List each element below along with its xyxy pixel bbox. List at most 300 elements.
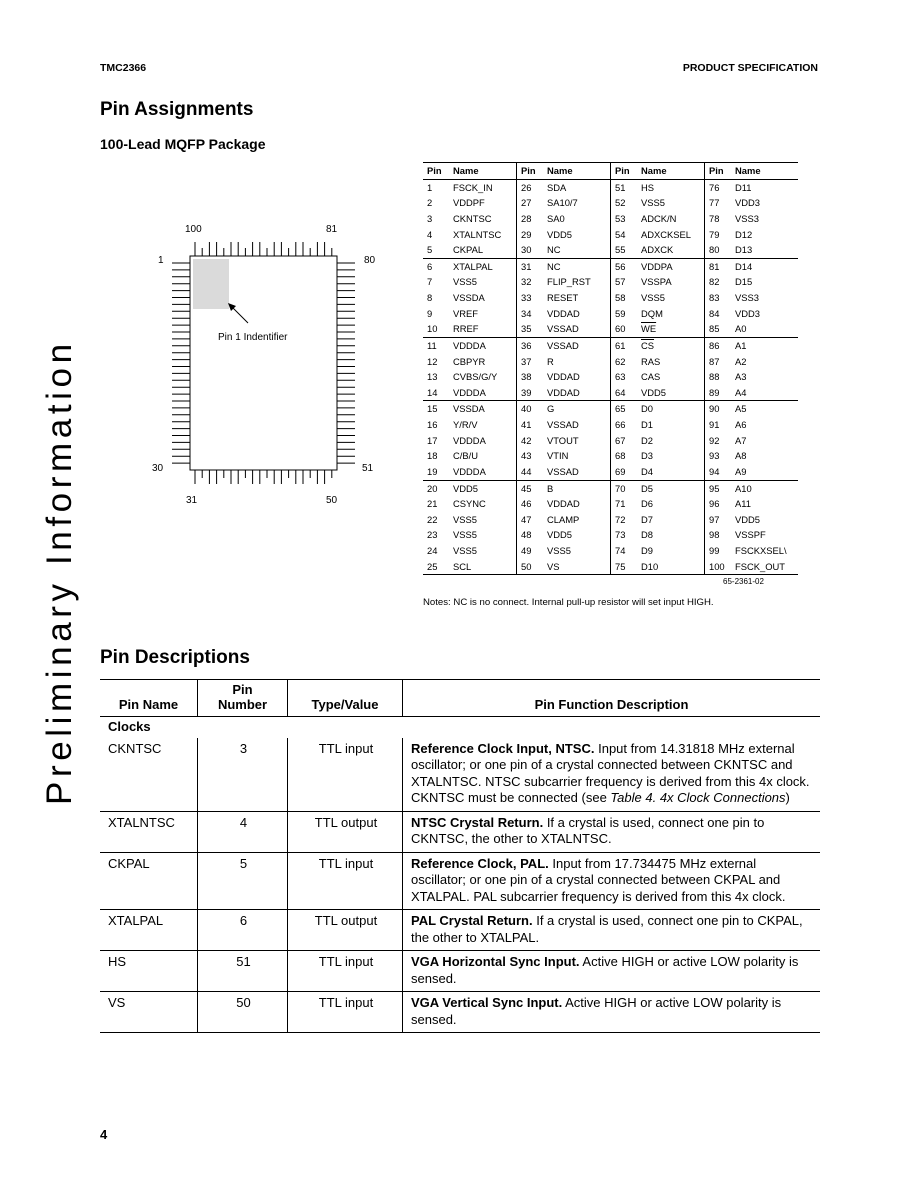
pin-name-cell: VDDPF <box>449 195 517 211</box>
header-doc-id: TMC2366 <box>100 62 147 74</box>
pin-table-row <box>423 211 798 227</box>
pin-number-cell: 78 <box>709 212 720 224</box>
pin-number-cell: 40 <box>521 403 532 415</box>
function-title: PAL Crystal Return. <box>411 913 533 928</box>
figure-code: 65-2361-02 <box>723 577 764 586</box>
pin-number-cell: 70 <box>615 482 626 494</box>
pin-table-row <box>423 195 798 211</box>
pin-label-80: 80 <box>364 255 376 266</box>
pin-name-cell: FLIP_RST <box>543 274 611 290</box>
pin-name-cell: D10 <box>637 559 705 575</box>
pin-name-cell: A5 <box>735 403 747 415</box>
pin-label-30: 30 <box>152 463 164 474</box>
pin-number-cell: 10 <box>423 321 449 337</box>
header-cell: Name <box>543 163 611 180</box>
pin-name-cell: XTALNTSC <box>100 811 198 852</box>
pin-number-cell: 27 <box>521 197 532 209</box>
pin-number-cell: 91 <box>709 419 720 430</box>
header-pin-number <box>198 680 288 717</box>
pin-table-row <box>423 464 798 480</box>
pin-name-cell: VSS5 <box>449 512 517 528</box>
function-title: Reference Clock, PAL. <box>411 855 549 871</box>
header-pin-name: Pin Name <box>100 680 198 717</box>
page-number: 4 <box>100 1127 108 1142</box>
pin-name-cell: VSSAD <box>543 321 611 337</box>
pin-table-row <box>423 274 798 290</box>
pin-number-cell: 23 <box>427 529 438 541</box>
header-pin-number-line2: Number <box>217 697 268 712</box>
package-diagram <box>140 215 390 515</box>
pin-table-row <box>423 306 798 322</box>
pin-name-cell: VSS5 <box>449 543 517 559</box>
pin-name-cell: D12 <box>735 228 753 240</box>
pin-table-row <box>423 496 798 512</box>
pin-table-row <box>423 417 798 433</box>
pin-number-cell: 98 <box>709 529 720 541</box>
pin-number-cell: 76 <box>709 181 720 193</box>
pin-number-cell: 59 <box>615 307 626 319</box>
pin-name-cell: VDDDA <box>449 337 517 353</box>
pin-name-cell: VDD5 <box>543 227 611 243</box>
pin-name-cell: G <box>543 401 611 417</box>
pin-number-cell: 5 <box>423 242 449 258</box>
pin-number-cell: 94 <box>705 464 732 480</box>
pin-label-81: 81 <box>326 224 338 235</box>
header-cell: Name <box>637 163 705 180</box>
pin-number-cell: 24 <box>427 545 438 556</box>
pin-name-cell: SDA <box>543 179 611 195</box>
pin-name-cell: VDD5 <box>449 480 517 496</box>
pin-name-cell: A2 <box>735 355 747 367</box>
type-cell: TTL input <box>288 852 403 910</box>
pin-number-cell: 86 <box>709 339 720 351</box>
pin-name-cell: CAS <box>637 369 705 385</box>
pin-description-table <box>100 679 820 1033</box>
desc-row-ckpal <box>100 852 820 910</box>
pin-number-cell: 95 <box>709 482 720 494</box>
pin-name-cell: D8 <box>637 527 705 543</box>
function-title: VGA Horizontal Sync Input. <box>411 954 580 969</box>
pin-name-cell: VSSAD <box>543 417 611 433</box>
pin-name-cell: D5 <box>637 480 705 496</box>
pin-name-cell: VTIN <box>543 448 611 464</box>
pin-number-cell: 83 <box>709 292 720 303</box>
pin-number-cell: 14 <box>423 385 449 401</box>
pin-number-cell: 87 <box>709 355 720 367</box>
pin-name-cell: SA10/7 <box>543 195 611 211</box>
pin-number-cell: 2 <box>427 197 433 209</box>
pin-number-cell: 4 <box>427 228 433 240</box>
pin-table-row <box>423 290 798 306</box>
pin-number-cell: 51 <box>615 181 626 193</box>
pin-number-cell: 37 <box>521 355 532 367</box>
pin-name-cell: D6 <box>637 496 705 512</box>
pin-name-cell: RREF <box>449 321 517 337</box>
pin-number-cell: 81 <box>709 260 720 272</box>
type-cell: TTL input <box>288 738 403 812</box>
pin-number-cell: 54 <box>615 228 626 240</box>
pin-name-cell: VDDAD <box>543 385 611 401</box>
pin-number-cell: 92 <box>709 434 720 446</box>
pin-name-cell: CKPAL <box>449 242 517 258</box>
pin-table-row <box>423 543 798 559</box>
pin-number-cell: 21 <box>427 498 438 510</box>
pin-table-header <box>423 163 798 180</box>
pin-name-cell: XTALPAL <box>100 910 198 951</box>
pin-number-cell: 30 <box>517 242 544 258</box>
pin-number-cell: 85 <box>705 321 732 337</box>
pin-name-cell: FSCKXSEL\ <box>735 545 787 556</box>
pin-table-row <box>423 448 798 464</box>
pin-name-cell: VSS3 <box>735 292 759 303</box>
function-cell <box>403 738 821 812</box>
pin-number-cell: 74 <box>615 545 626 556</box>
pin-name-cell: RAS <box>637 354 705 370</box>
pin-number-cell: 38 <box>521 371 532 383</box>
pin-number-cell: 19 <box>423 464 449 480</box>
pin-number-cell: 8 <box>427 292 433 303</box>
section-subtitle-package: 100-Lead MQFP Package <box>100 136 266 152</box>
type-cell: TTL input <box>288 951 403 992</box>
pin-number-cell: 50 <box>198 992 288 1033</box>
pin-name-cell: D9 <box>637 543 705 559</box>
pin-name-cell: VREF <box>449 306 517 322</box>
pin-name-cell: A4 <box>731 385 798 401</box>
pin-name-cell: HS <box>100 951 198 992</box>
pin-name-cell: D4 <box>637 464 705 480</box>
pin-name-cell: D15 <box>735 276 753 288</box>
pin-number-cell: 44 <box>517 464 544 480</box>
pin-name-cell: A7 <box>735 434 747 446</box>
pin-table-row <box>423 401 798 417</box>
pin-name-cell: VSS5 <box>449 274 517 290</box>
pin-number-cell: 6 <box>198 910 288 951</box>
pin-name-cell: VDD5 <box>637 385 705 401</box>
pin-number-cell: 16 <box>427 419 438 430</box>
pin-name-cell: D13 <box>731 242 798 258</box>
pin-number-cell: 73 <box>615 529 626 541</box>
function-tail: ) <box>785 790 790 805</box>
pin-label-1: 1 <box>158 255 164 266</box>
pin-name-cell: D1 <box>637 417 705 433</box>
pin-number-cell: 97 <box>709 513 720 525</box>
header-function: Pin Function Description <box>403 680 821 717</box>
pin-number-cell: 72 <box>615 513 626 525</box>
pin-number-cell: 20 <box>427 482 438 494</box>
pin-number-cell: 51 <box>198 951 288 992</box>
pin-name-cell: VS <box>543 559 611 575</box>
pin-name-cell: VSS3 <box>735 212 759 224</box>
pin-number-cell: 96 <box>709 498 720 510</box>
pin-number-cell: 99 <box>709 545 720 556</box>
pin-number-cell: 77 <box>709 197 720 209</box>
pin-name-cell: A10 <box>735 482 752 494</box>
pin-number-cell: 32 <box>521 276 532 288</box>
desc-row-vs <box>100 992 820 1033</box>
pin-name-cell: A9 <box>731 464 798 480</box>
pin-number-cell: 90 <box>709 403 720 415</box>
pin-name-cell: VSSAD <box>543 337 611 353</box>
pin-name-cell: ADXCKSEL <box>637 227 705 243</box>
pin-name-cell: CLAMP <box>543 512 611 528</box>
pin-name-cell: D3 <box>637 448 705 464</box>
pin-number-cell: 68 <box>615 450 626 462</box>
function-text: Input from 17.734475 MHz external oscillator; or one pin of a crystal connected between CKPAL and XTALPAL. PAL subcarrier frequency is derived from this 4x clock. <box>411 855 786 904</box>
section-row-clocks <box>100 717 820 738</box>
pin-name-cell: XTALPAL <box>449 258 517 274</box>
pin-label-51: 51 <box>362 463 374 474</box>
pin-table-row <box>423 242 798 258</box>
pin-number-cell: 3 <box>427 212 433 224</box>
pin-number-cell: 25 <box>423 559 449 575</box>
pin-number-cell: 22 <box>427 513 438 525</box>
pin-name-cell: A8 <box>735 450 747 462</box>
pin-name-cell: VSSAD <box>543 464 611 480</box>
pin-table-row <box>423 433 798 449</box>
pin-number-cell: 55 <box>611 242 638 258</box>
pin-name-cell: VDD5 <box>543 527 611 543</box>
pin-number-cell: 57 <box>615 276 626 288</box>
pin-name-cell: R <box>543 354 611 370</box>
pin-name-cell: A6 <box>735 419 747 430</box>
pin-number-cell: 93 <box>709 450 720 462</box>
pin-name-cell: VSS5 <box>449 527 517 543</box>
pin-name-cell: A11 <box>735 498 751 510</box>
pin-name-cell: VSSPF <box>735 529 766 541</box>
package-outline <box>140 215 390 515</box>
pin-number-cell: 67 <box>615 434 626 446</box>
pin-table-notes: Notes: NC is no connect. Internal pull-up resistor will set input HIGH. <box>423 597 714 608</box>
pin-number-cell: 84 <box>709 307 720 319</box>
pin-number-cell: 12 <box>427 355 438 367</box>
pin-number-cell: 3 <box>198 738 288 812</box>
pin-number-cell: 28 <box>521 212 532 224</box>
pin-number-cell: 46 <box>521 498 532 510</box>
pin-number-cell: 52 <box>615 197 626 209</box>
pin-number-cell: 41 <box>521 419 532 430</box>
pin-number-cell: 42 <box>521 434 532 446</box>
pin-name-cell: XTALNTSC <box>449 227 517 243</box>
pin-number-cell: 43 <box>521 450 532 462</box>
function-reference: Table 4. 4x Clock Connections <box>610 790 786 805</box>
pin-name-cell: ADCK/N <box>637 211 705 227</box>
pin-number-cell: 33 <box>521 292 532 303</box>
function-text: Input from 14.31818 MHz external oscillator; or one pin of a crystal connected between CKNTSC and XTALNTSC. NTSC subcarrier frequency is derived from this 4x clock. CKNTSC must be connected (see <box>411 740 810 805</box>
pin-table-row <box>423 369 798 385</box>
pin-number-cell: 31 <box>521 260 532 272</box>
pin-number-cell: 82 <box>709 276 720 288</box>
pin-number-cell: 100 <box>705 559 732 575</box>
pin-number-cell: 48 <box>521 529 532 541</box>
pin-number-cell: 61 <box>615 339 626 351</box>
pin-name-cell: D14 <box>735 260 753 272</box>
pin-number-cell: 56 <box>615 260 626 272</box>
function-text: Active HIGH or active LOW polarity is sensed. <box>411 954 799 986</box>
function-title: Reference Clock Input, NTSC. <box>411 740 595 756</box>
pin-number-cell: 6 <box>427 260 433 272</box>
pin-name-cell: VSSPA <box>637 274 705 290</box>
pin-name-cell: VDD3 <box>735 197 761 209</box>
pin-name-cell: VSSDA <box>449 290 517 306</box>
pin-number-cell: 34 <box>521 307 532 319</box>
pin-number-cell: 49 <box>521 545 532 556</box>
pin-name-cell: $\overline{CS}$ <box>637 337 705 353</box>
pin-number-cell: 1 <box>427 181 433 193</box>
pin-number-cell: 9 <box>427 307 433 319</box>
pin-name-cell: RESET <box>543 290 611 306</box>
pin-table-row <box>423 480 798 496</box>
pin-number-cell: 53 <box>615 212 626 224</box>
pin-name-cell: FSCK_IN <box>449 179 517 195</box>
header-doc-type: PRODUCT SPECIFICATION <box>682 62 818 74</box>
function-title: NTSC Crystal Return. <box>411 814 544 830</box>
pin1-identifier-label: Pin 1 Indentifier <box>218 332 288 343</box>
pin-table-row <box>423 227 798 243</box>
pin-name-cell: VSS5 <box>637 195 705 211</box>
pin-name-cell: D7 <box>637 512 705 528</box>
pin-number-cell: 79 <box>709 228 720 240</box>
pin-number-cell: 4 <box>198 811 288 852</box>
pin-name-cell: C/B/U <box>449 448 517 464</box>
pin-name-cell: CBPYR <box>449 354 517 370</box>
pin-name-cell: VDDDA <box>449 433 517 449</box>
desc-row-xtalntsc <box>100 811 820 852</box>
pin-name-cell: A3 <box>735 371 747 383</box>
desc-row-xtalpal <box>100 910 820 951</box>
pin-name-cell: ADXCK <box>637 242 705 258</box>
header-cell: Pin <box>423 163 449 180</box>
desc-row-ckntsc <box>100 738 820 812</box>
pin-name-cell: HS <box>637 179 705 195</box>
pin-number-cell: 88 <box>709 371 720 383</box>
type-cell: TTL output <box>288 910 403 951</box>
pin-number-cell: 60 <box>611 321 638 337</box>
pin-table-row <box>423 512 798 528</box>
pin-name-cell: NC <box>543 258 611 274</box>
pin-assignment-table <box>423 162 798 575</box>
function-title: VGA Vertical Sync Input. <box>411 995 563 1010</box>
pin-name-cell: VDDAD <box>543 496 611 512</box>
pin-number-cell: 64 <box>611 385 638 401</box>
pin-number-cell: 75 <box>611 559 638 575</box>
pin-name-cell: VSS5 <box>637 290 705 306</box>
pin-number-cell: 35 <box>517 321 544 337</box>
section-title-pin-descriptions: Pin Descriptions <box>100 647 250 668</box>
header-cell: Pin <box>517 163 544 180</box>
pin-name-cell: NC <box>543 242 611 258</box>
function-text: Active HIGH or active LOW polarity is sensed. <box>411 995 782 1027</box>
pin-number-cell: 66 <box>615 419 626 430</box>
pin-number-cell: 26 <box>521 181 532 193</box>
pin-number-cell: 11 <box>427 339 437 351</box>
pin-name-cell: D0 <box>637 401 705 417</box>
pin-name-cell: A1 <box>735 339 747 351</box>
pin-name-cell: D11 <box>735 181 752 193</box>
pin-name-cell: CKNTSC <box>449 211 517 227</box>
pin-number-cell: 45 <box>521 482 532 494</box>
section-label: Clocks <box>108 719 151 734</box>
pin-number-cell: 71 <box>615 498 626 510</box>
pin-name-cell: CSYNC <box>449 496 517 512</box>
header-cell: Name <box>731 163 798 180</box>
pin-label-50: 50 <box>326 495 338 506</box>
pin-table-row <box>423 321 798 337</box>
pin-number-cell: 17 <box>427 434 438 446</box>
pin-number-cell: 15 <box>427 403 438 415</box>
pin-table-row <box>423 559 798 575</box>
pin-table-row <box>423 337 798 353</box>
pin-name-cell: VDDAD <box>543 369 611 385</box>
pin-table-row <box>423 385 798 401</box>
pin-name-cell: CVBS/G/Y <box>449 369 517 385</box>
pin-number-cell: 36 <box>521 339 532 351</box>
section-title-pin-assignments: Pin Assignments <box>100 99 254 120</box>
pin-number-cell: 65 <box>615 403 626 415</box>
pin-name-cell: FSCK_OUT <box>731 559 798 575</box>
pin-table-row <box>423 258 798 274</box>
pin-label-100: 100 <box>185 224 202 235</box>
pin-name-cell: VSSDA <box>449 401 517 417</box>
pin-name-cell: VDDDA <box>449 464 517 480</box>
header-type: Type/Value <box>288 680 403 717</box>
header-pin-number-line1: Pin <box>232 682 253 697</box>
pin-table-row <box>423 527 798 543</box>
pin-name-cell: $\overline{WE}$ <box>637 321 705 337</box>
pin-name-cell: DQM <box>637 306 705 322</box>
pin-name-cell: VS <box>100 992 198 1033</box>
pin-name-cell: SA0 <box>543 211 611 227</box>
pin-name-cell: VSS5 <box>543 543 611 559</box>
pin-name-cell: VDDAD <box>543 306 611 322</box>
function-cell <box>403 910 821 951</box>
pin-number-cell: 69 <box>611 464 638 480</box>
pin-number-cell: 80 <box>705 242 732 258</box>
type-cell: TTL input <box>288 992 403 1033</box>
pin-number-cell: 58 <box>615 292 626 303</box>
function-cell <box>403 811 821 852</box>
function-cell <box>403 992 821 1033</box>
side-text-preliminary: Preliminary Information <box>40 339 79 805</box>
pin-name-cell: VDDPA <box>637 258 705 274</box>
header-cell: Pin <box>611 163 638 180</box>
pin-name-cell: SCL <box>449 559 517 575</box>
pin-name-cell: A0 <box>731 321 798 337</box>
desc-row-hs <box>100 951 820 992</box>
header-cell: Pin <box>705 163 732 180</box>
function-cell <box>403 951 821 992</box>
pin-name-cell: VTOUT <box>543 433 611 449</box>
pin-number-cell: 50 <box>517 559 544 575</box>
function-cell <box>403 852 821 910</box>
function-text: If a crystal is used, connect one pin to CKPAL, the other to XTALPAL. <box>411 913 803 945</box>
function-text: If a crystal is used, connect one pin to CKNTSC, the other to XTALNTSC. <box>411 814 765 846</box>
pin-number-cell: 7 <box>427 276 433 288</box>
pin-name-cell: VDD5 <box>735 513 761 525</box>
pin-number-cell: 18 <box>427 450 438 462</box>
pin-name-cell: CKPAL <box>100 852 198 910</box>
pin-name-cell: VDDDA <box>449 385 517 401</box>
pin-table-row <box>423 354 798 370</box>
pin-name-cell: B <box>543 480 611 496</box>
pin-name-cell: CKNTSC <box>100 738 198 812</box>
pin-number-cell: 39 <box>517 385 544 401</box>
pin-table-row <box>423 179 798 195</box>
pin-number-cell: 13 <box>427 371 438 383</box>
pin-number-cell: 62 <box>615 355 626 367</box>
pin-number-cell: 5 <box>198 852 288 910</box>
pin-number-cell: 89 <box>705 385 732 401</box>
pin-name-cell: VDD3 <box>735 307 761 319</box>
